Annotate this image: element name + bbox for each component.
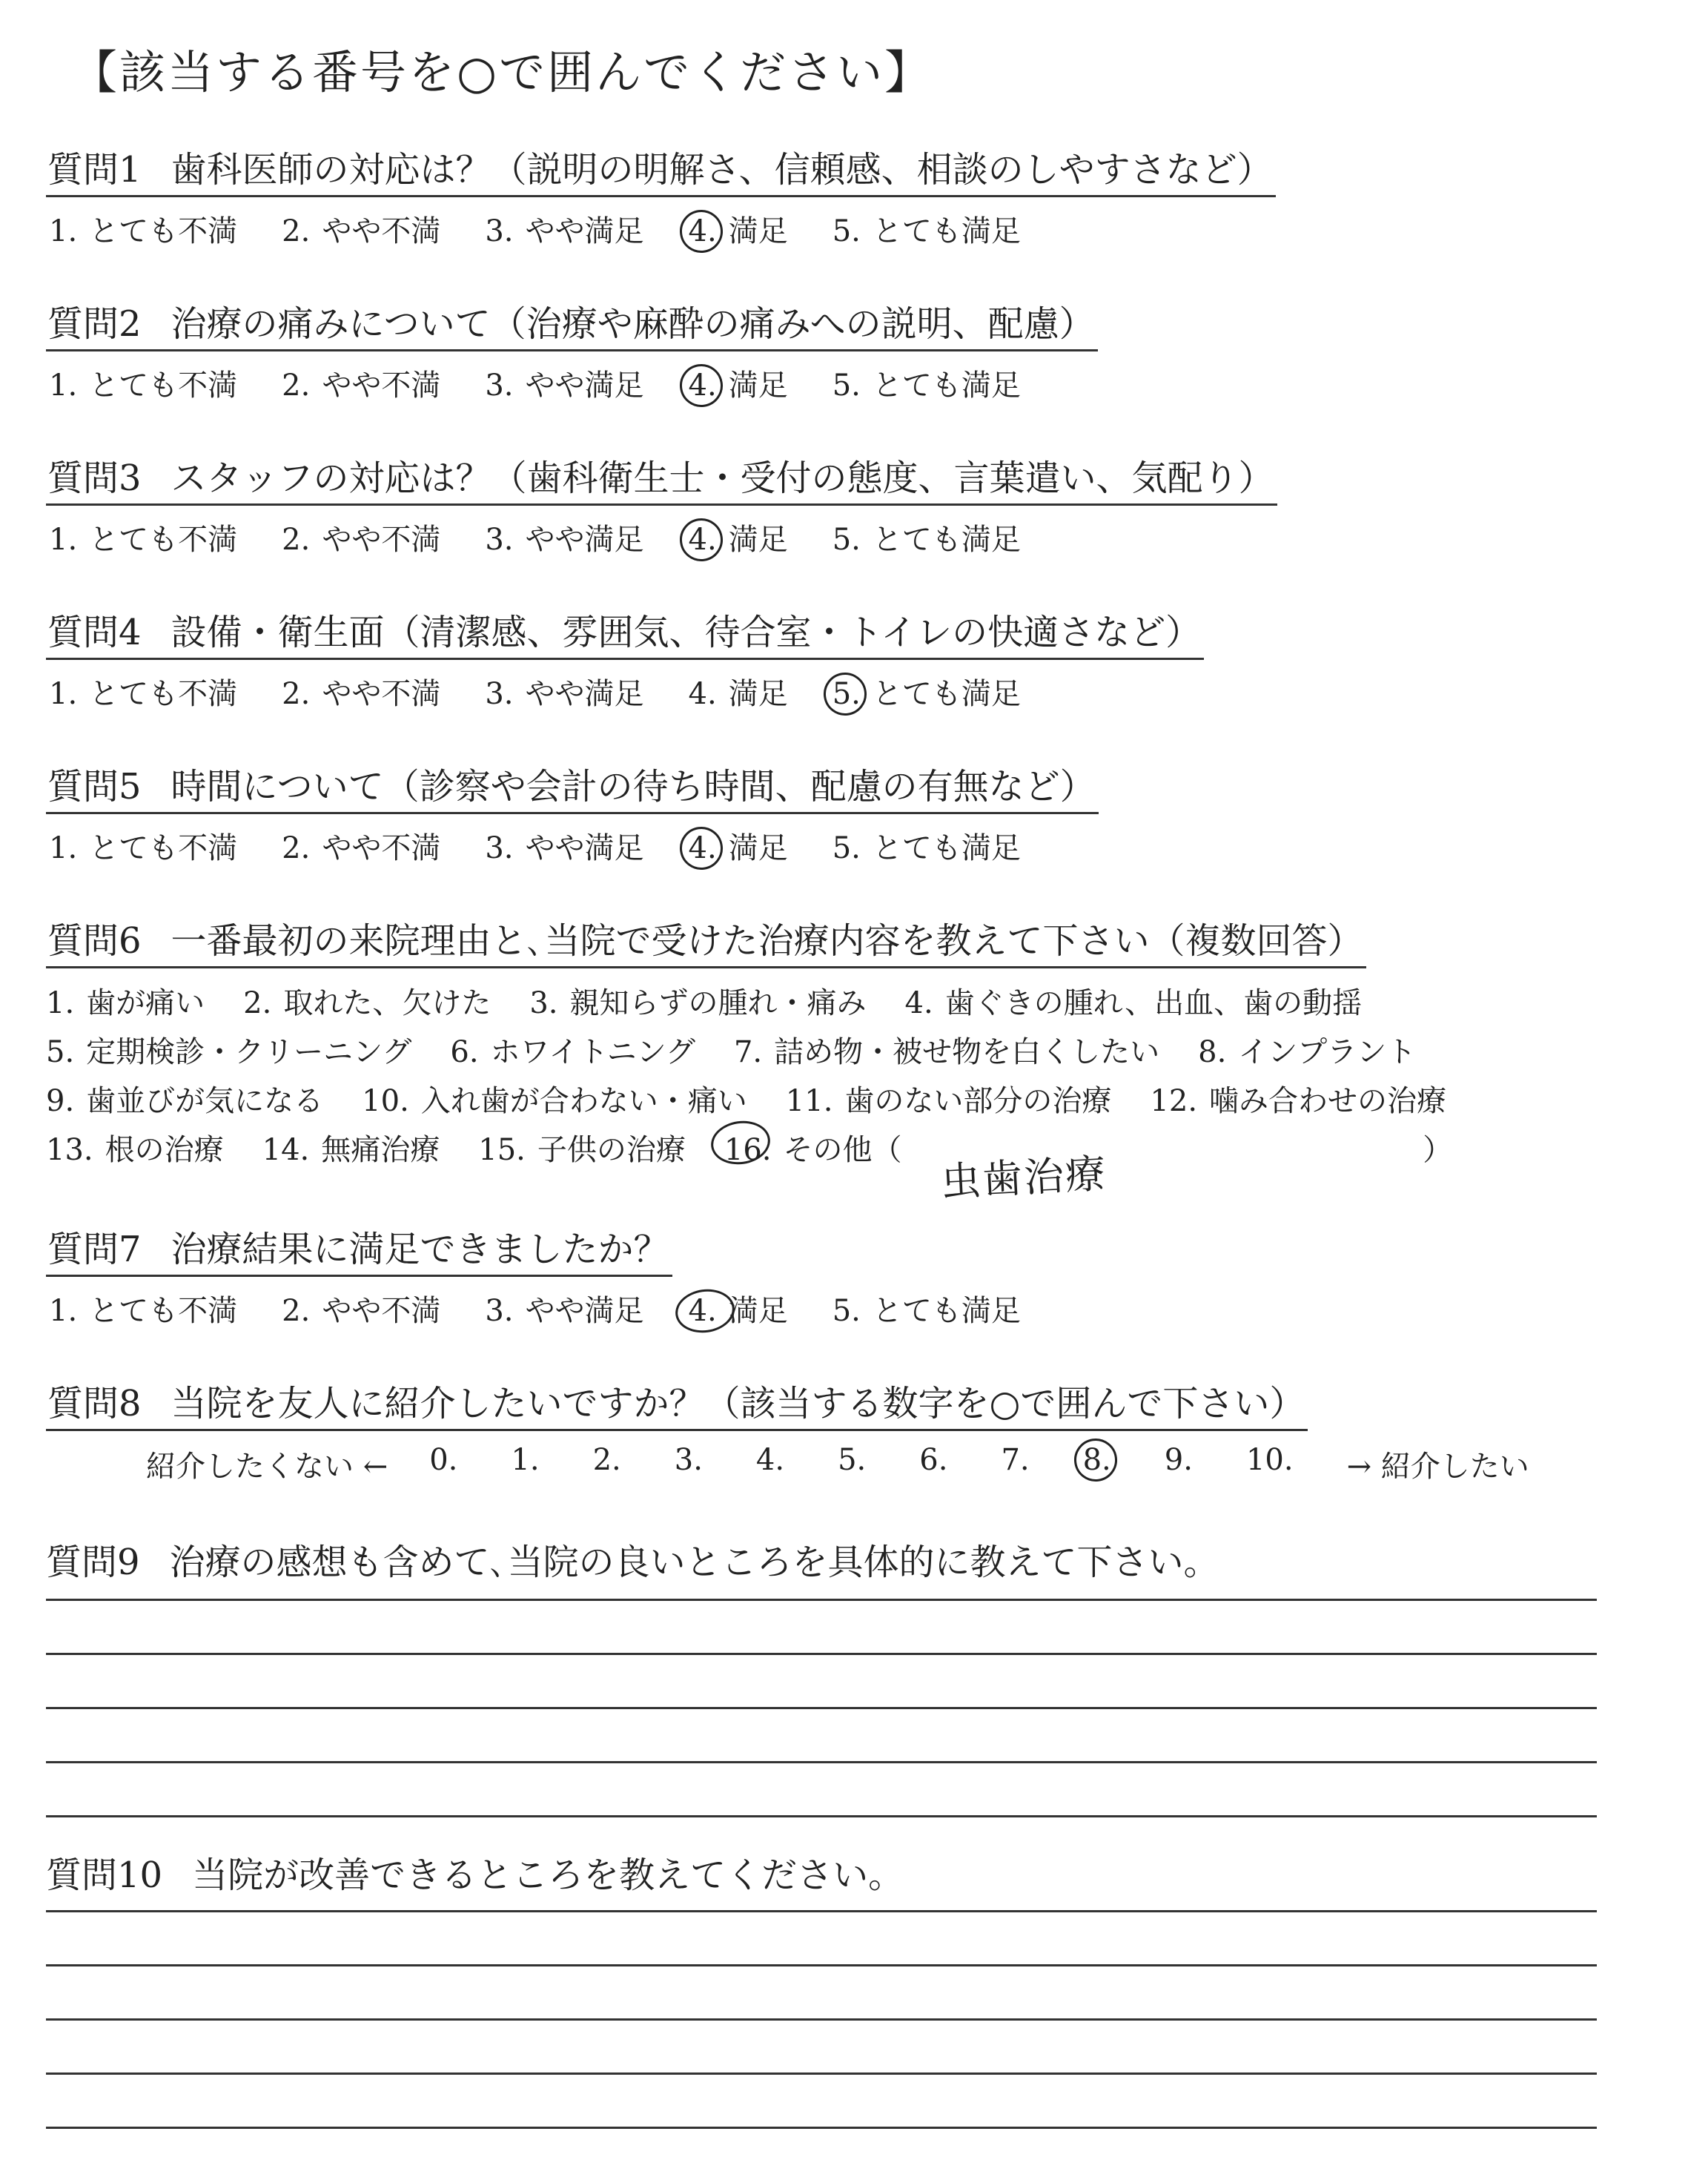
scale-10[interactable]: 10. [1245, 1443, 1294, 1477]
question-1-title [46, 141, 1276, 197]
answer-line [46, 1858, 1597, 1912]
option-5[interactable]: 5. とても満足 [832, 523, 1021, 557]
option-1[interactable]: 1. とても不満 [49, 677, 238, 711]
scale-6[interactable]: 6. [919, 1443, 948, 1477]
option-4[interactable]: 4. 満足 [688, 677, 788, 711]
scale-9[interactable]: 9. [1164, 1443, 1193, 1477]
scale-8-circled[interactable]: 8. [1082, 1443, 1111, 1477]
q3-options [46, 516, 1277, 558]
question-7-title [46, 1221, 672, 1277]
question-8 [46, 1375, 1529, 1485]
option-4-circled[interactable]: 4. 満足 [688, 1294, 788, 1328]
choice-2[interactable]: 2. 取れた、欠けた [243, 986, 491, 1020]
answer-line [46, 1966, 1597, 2021]
scale-4[interactable]: 4. [755, 1443, 785, 1477]
question-text: 時間について（診察や会計の待ち時間、配慮の有無など） [171, 766, 1096, 807]
question-label: 質問7 [47, 1229, 142, 1270]
question-5-title [46, 758, 1099, 814]
choice-12[interactable]: 12. 噛み合わせの治療 [1150, 1084, 1447, 1118]
q10-answer-lines[interactable] [46, 1858, 1597, 2129]
question-text: 歯科医師の対応は？（説明の明解さ、信頼感、相談のしやすさなど） [171, 149, 1273, 191]
scale-0[interactable]: 0. [429, 1443, 458, 1477]
option-4-circled[interactable]: 4. 満足 [688, 214, 788, 248]
option-5-circled[interactable]: 5. とても満足 [832, 677, 1021, 711]
option-2[interactable]: 2. やや不満 [282, 1294, 441, 1328]
choice-1[interactable]: 1. 歯が痛い [46, 986, 205, 1020]
question-text: 治療の痛みについて（治療や麻酔の痛みへの説明、配慮） [171, 303, 1095, 345]
answer-line [46, 2021, 1597, 2075]
scale-2[interactable]: 2. [592, 1443, 621, 1477]
scale-left-label: 紹介したくない ← [146, 1450, 388, 1484]
question-label: 質問4 [47, 612, 142, 653]
choice-4[interactable]: 4. 歯ぐきの腫れ、出血、歯の動揺 [904, 986, 1363, 1020]
choice-14[interactable]: 14. 無痛治療 [262, 1133, 440, 1167]
choice-8[interactable]: 8. インプラント [1198, 1035, 1417, 1069]
option-2[interactable]: 2. やや不満 [282, 831, 441, 865]
option-1[interactable]: 1. とても不満 [49, 1294, 238, 1328]
question-text: スタッフの対応は？（歯科衛生士・受付の態度、言葉遣い、気配り） [171, 458, 1274, 499]
scale-right-label: → 紹介したい [1346, 1450, 1529, 1484]
option-3[interactable]: 3. やや満足 [485, 523, 644, 557]
handwritten-answer: 虫歯治療 [939, 1150, 1108, 1206]
option-3[interactable]: 3. やや満足 [485, 831, 644, 865]
choice-13[interactable]: 13. 根の治療 [46, 1133, 224, 1167]
other-close-paren: ） [1423, 1133, 1453, 1167]
q6-row-2 [46, 1028, 1452, 1077]
q9-answer-lines[interactable] [46, 1547, 1597, 1817]
question-8-title [46, 1375, 1308, 1431]
question-4-title [46, 604, 1204, 660]
question-label: 質問1 [47, 149, 142, 191]
q6-row-4 [46, 1126, 1453, 1206]
scale-1[interactable]: 1. [511, 1443, 540, 1477]
question-6 [46, 912, 1453, 1206]
q4-options [46, 670, 1204, 713]
question-label: 質問2 [47, 303, 142, 345]
option-2[interactable]: 2. やや不満 [282, 369, 441, 403]
q6-row-3 [46, 1077, 1452, 1126]
answer-line [46, 1655, 1597, 1709]
option-1[interactable]: 1. とても不満 [49, 369, 238, 403]
question-1 [46, 141, 1276, 250]
option-3[interactable]: 3. やや満足 [485, 214, 644, 248]
question-7 [46, 1221, 1021, 1330]
option-1[interactable]: 1. とても不満 [49, 523, 238, 557]
scale-5[interactable]: 5. [838, 1443, 867, 1477]
option-5[interactable]: 5. とても満足 [832, 1294, 1021, 1328]
option-4-circled[interactable]: 4. 満足 [688, 523, 788, 557]
q6-choices [46, 979, 1453, 1206]
question-4 [46, 604, 1204, 713]
option-5[interactable]: 5. とても満足 [832, 831, 1021, 865]
question-6-title [46, 912, 1366, 968]
q5-options [46, 825, 1099, 867]
answer-line [46, 1763, 1597, 1817]
choice-6[interactable]: 6. ホワイトニング [450, 1035, 695, 1069]
question-label: 質問6 [47, 920, 142, 962]
question-text: 治療結果に満足できましたか？ [171, 1229, 669, 1270]
answer-line [46, 1601, 1597, 1655]
instruction-header: 【該当する番号を○で囲んでください】 [71, 45, 933, 99]
option-4-circled[interactable]: 4. 満足 [688, 369, 788, 403]
choice-9[interactable]: 9. 歯並びが気になる [46, 1084, 324, 1118]
option-5[interactable]: 5. とても満足 [832, 369, 1021, 403]
option-3[interactable]: 3. やや満足 [485, 1294, 644, 1328]
option-1[interactable]: 1. とても不満 [49, 214, 238, 248]
option-2[interactable]: 2. やや不満 [282, 523, 441, 557]
recommend-scale [46, 1443, 1529, 1485]
question-2-title [46, 295, 1098, 351]
question-text: 当院を友人に紹介したいですか？（該当する数字を○で囲んで下さい） [171, 1383, 1305, 1424]
option-2[interactable]: 2. やや不満 [282, 214, 441, 248]
choice-3[interactable]: 3. 親知らずの腫れ・痛み [529, 986, 867, 1020]
choice-15[interactable]: 15. 子供の治療 [478, 1133, 686, 1167]
question-label: 質問3 [47, 458, 142, 499]
option-3[interactable]: 3. やや満足 [485, 369, 644, 403]
option-2[interactable]: 2. やや不満 [282, 677, 441, 711]
choice-11[interactable]: 11. 歯のない部分の治療 [785, 1084, 1112, 1118]
scale-3[interactable]: 3. [674, 1443, 703, 1477]
choice-10[interactable]: 10. 入れ歯が合わない・痛い [362, 1084, 747, 1118]
question-2 [46, 295, 1098, 404]
question-label: 質問9 [46, 1542, 140, 1583]
question-3 [46, 449, 1277, 558]
question-3-title [46, 449, 1277, 506]
option-3[interactable]: 3. やや満足 [485, 677, 644, 711]
option-1[interactable]: 1. とても不満 [49, 831, 238, 865]
answer-line [46, 2075, 1597, 2129]
option-4-circled[interactable]: 4. 満足 [688, 831, 788, 865]
q1-options [46, 208, 1276, 250]
answer-line [46, 1709, 1597, 1763]
question-text: 一番最初の来院理由と､当院で受けた治療内容を教えて下さい（複数回答） [171, 920, 1363, 962]
scale-7[interactable]: 7. [1001, 1443, 1030, 1477]
question-text: 治療の感想も含めて､当院の良いところを具体的に教えて下さい。 [169, 1542, 1219, 1583]
q2-options [46, 362, 1098, 404]
option-5[interactable]: 5. とても満足 [832, 214, 1021, 248]
question-label: 質問5 [47, 766, 142, 807]
q7-options [46, 1287, 1021, 1330]
choice-7[interactable]: 7. 詰め物・被せ物を白くしたい [733, 1035, 1160, 1069]
q6-row-1 [46, 979, 1452, 1028]
answer-line [46, 1547, 1597, 1601]
answer-line [46, 1912, 1597, 1966]
question-5 [46, 758, 1099, 867]
choice-16-circled[interactable]: 16. その他（ 虫歯治療 ） [724, 1126, 1452, 1175]
question-text: 設備・衛生面（清潔感、雰囲気、待合室・トイレの快適さなど） [171, 612, 1202, 653]
question-label: 質問10 [46, 1855, 163, 1896]
question-text: 当院が改善できるところを教えてください。 [192, 1855, 904, 1896]
question-label: 質問8 [47, 1383, 142, 1424]
choice-5[interactable]: 5. 定期検診・クリーニング [46, 1035, 412, 1069]
